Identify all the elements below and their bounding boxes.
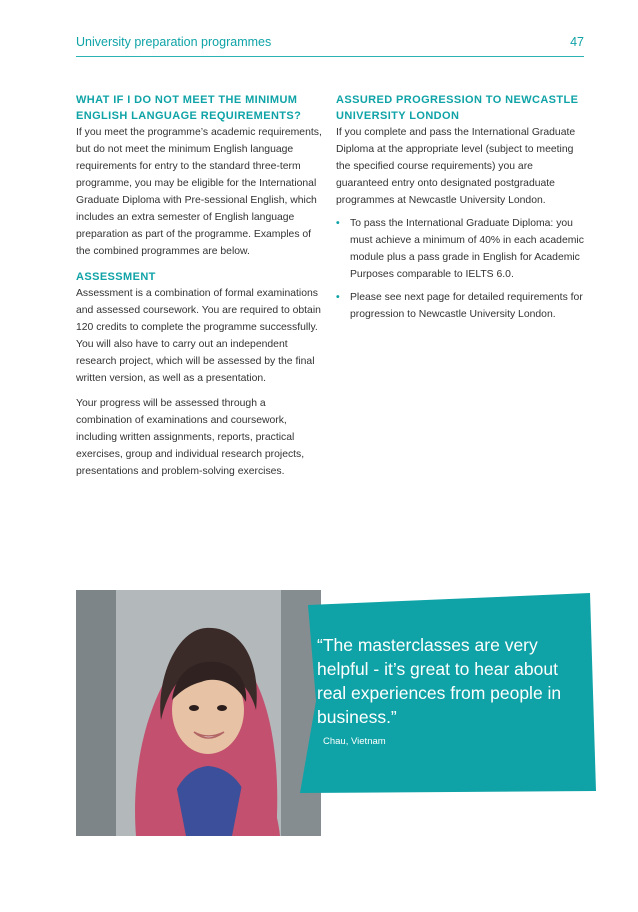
page-header: [76, 35, 584, 55]
progression-text: If you complete and pass the International Graduate Diploma at the appropriate level (subject to meeting the specified course requirements) you are guaranteed entry onto designated postgraduate programmes at Newcastle University London.: [336, 127, 576, 206]
assessment-heading: ASSESSMENT: [76, 271, 156, 283]
student-photo: [76, 590, 321, 836]
english-requirements-heading: WHAT IF I DO NOT MEET THE MINIMUM ENGLISH LANGUAGE REQUIREMENTS?: [76, 94, 302, 122]
right-column: [336, 92, 586, 329]
page-number: 47: [570, 35, 584, 49]
list-item: [336, 215, 586, 283]
progression-bullets: [336, 215, 586, 323]
running-title: University preparation programmes: [76, 35, 272, 49]
assessment-text: Assessment is a combination of formal examinations and assessed coursework. You are required to obtain 120 credits to complete the programme successfully. You will also have to carry out an independent research project, which will be assessed by the final written version, as well as a presentation.: [76, 288, 321, 384]
student-portrait-illustration: [76, 590, 321, 836]
progression-heading: ASSURED PROGRESSION TO NEWCASTLE UNIVERSITY LONDON: [336, 94, 579, 122]
left-column: [76, 92, 324, 480]
testimonial-callout: [300, 593, 596, 793]
testimonial-quote: “The masterclasses are very helpful - it’s great to hear about real experiences from people in business.”: [317, 635, 562, 727]
bullet-icon: •: [336, 292, 340, 303]
bullet-icon: •: [336, 218, 340, 229]
progress-text: Your progress will be assessed through a combination of examinations and coursework, including written assignments, reports, practical exercises, group and individual research projects, presentations and problem-solving exercises.: [76, 398, 305, 477]
header-rule: [76, 56, 584, 57]
list-item: [336, 289, 586, 323]
testimonial-author: Chau, Vietnam: [323, 736, 386, 747]
bullet-text: To pass the International Graduate Diploma: you must achieve a minimum of 40% in each academic module plus a pass grade in English for Academic Purposes comparable to IELTS 6.0.: [350, 218, 584, 280]
english-requirements-text: If you meet the programme’s academic requirements, but do not meet the minimum English language requirements for entry to the standard three-term programme, you may be eligible for the International Graduate Diploma with Pre-sessional English, which includes an extra semester of English language preparation as part of the programme. Examples of the combined programmes are below.: [76, 127, 322, 257]
bullet-text: Please see next page for detailed requirements for progression to Newcastle University London.: [350, 292, 583, 320]
